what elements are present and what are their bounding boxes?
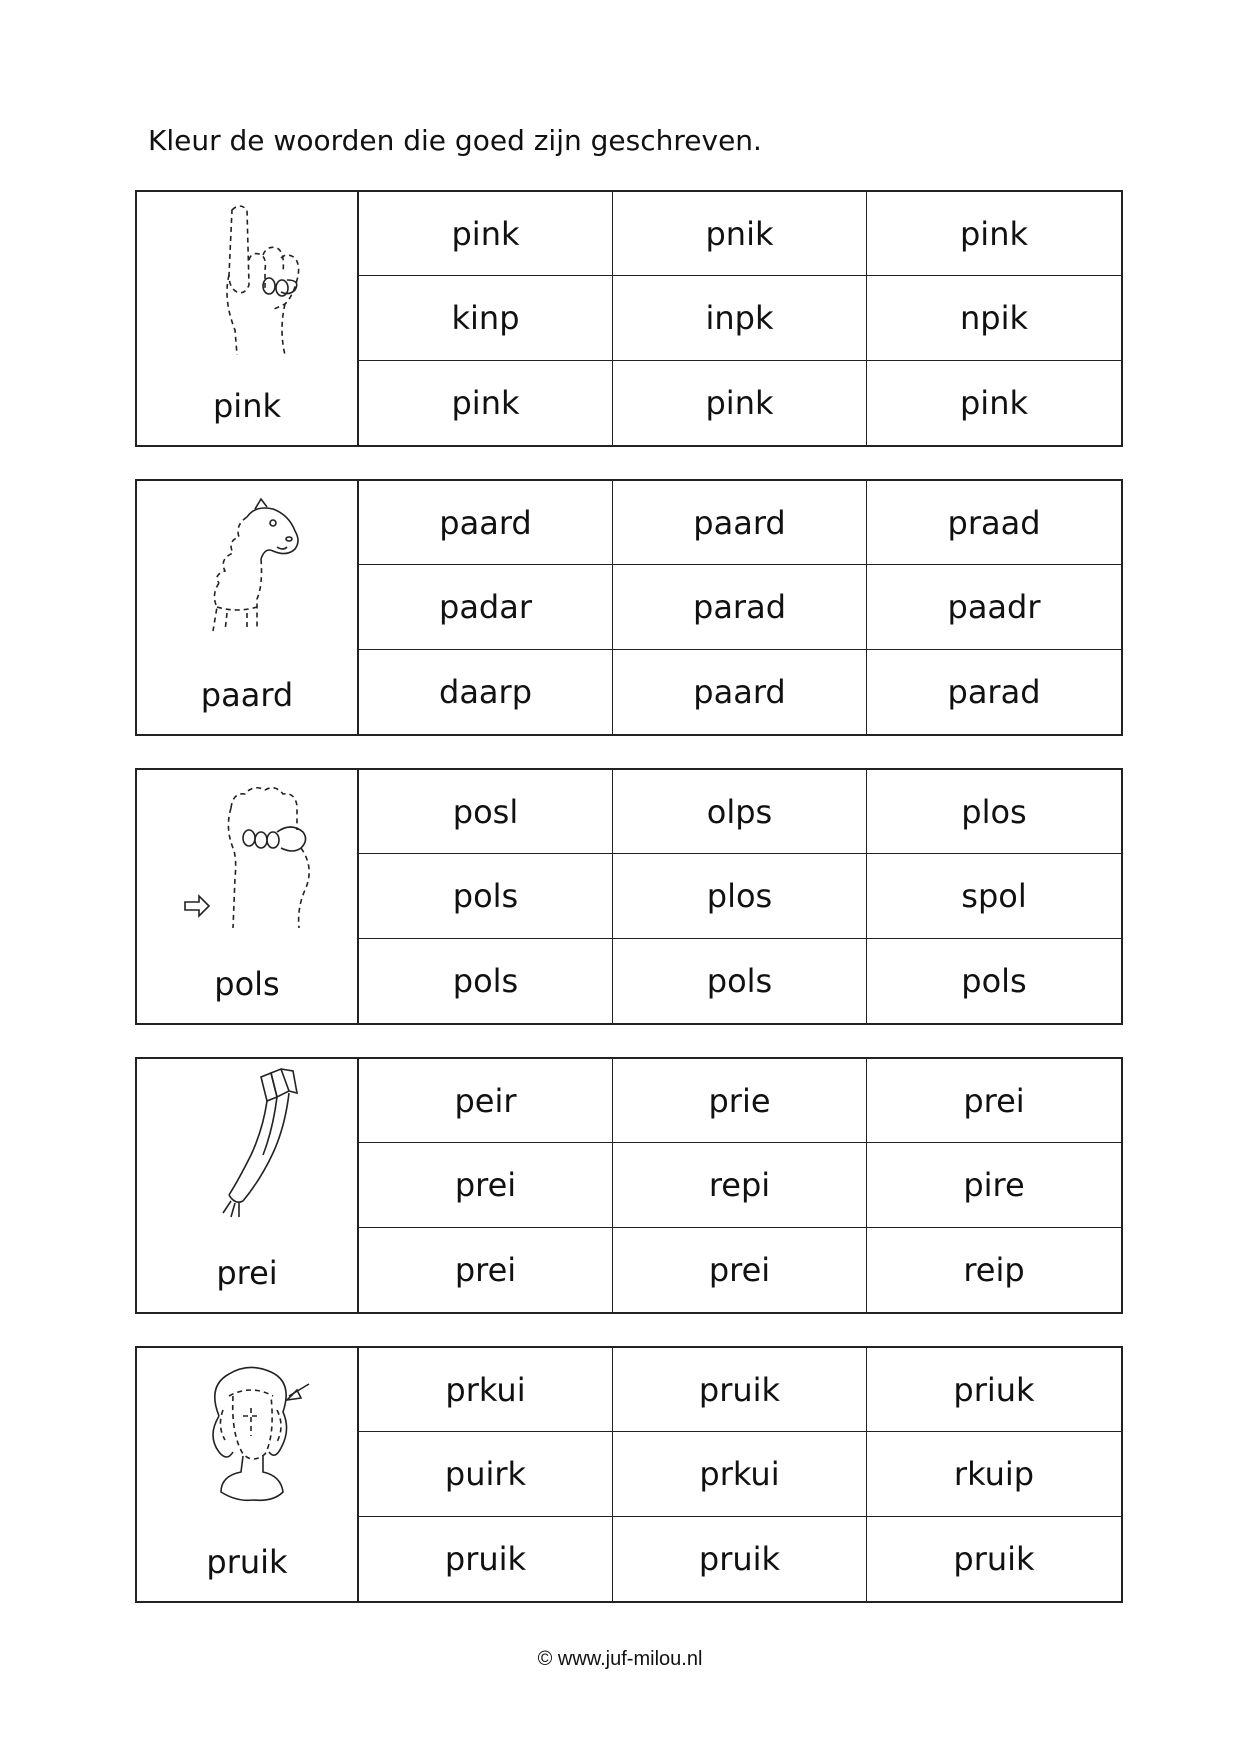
word-option[interactable]: pire — [867, 1143, 1121, 1227]
word-option[interactable]: pols — [359, 854, 613, 938]
target-word: pruik — [206, 1543, 288, 1581]
word-option[interactable]: priuk — [867, 1348, 1121, 1432]
word-option[interactable]: pols — [359, 939, 613, 1023]
word-option[interactable]: puirk — [359, 1432, 613, 1516]
target-word: pols — [214, 965, 280, 1003]
wig-head-icon — [177, 1356, 317, 1511]
word-option[interactable]: paard — [613, 481, 867, 565]
exercise-block-paard — [135, 479, 1123, 736]
word-option[interactable]: paadr — [867, 565, 1121, 649]
word-option[interactable]: pink — [959, 383, 1028, 422]
word-option[interactable]: plos — [867, 770, 1121, 854]
word-option[interactable]: rkuip — [867, 1432, 1121, 1516]
exercise-block-pols — [135, 768, 1123, 1025]
exercise-block-pruik — [135, 1346, 1123, 1603]
target-word: prei — [216, 1254, 278, 1292]
word-option[interactable]: prei — [613, 1228, 867, 1312]
word-option[interactable]: prei — [359, 1143, 613, 1227]
word-option[interactable]: pruik — [613, 1348, 867, 1432]
word-option[interactable]: prie — [613, 1059, 867, 1143]
word-options-grid — [359, 770, 1121, 1023]
word-option[interactable]: parad — [947, 672, 1041, 711]
word-option[interactable]: plos — [613, 854, 867, 938]
target-word: pink — [212, 387, 281, 425]
leek-icon — [177, 1067, 317, 1222]
word-option[interactable]: padar — [359, 565, 613, 649]
word-option[interactable]: pruik — [613, 1517, 867, 1601]
pinky-finger-hand-icon — [177, 200, 317, 355]
word-option[interactable]: paard — [359, 481, 613, 565]
picture-cell — [137, 481, 359, 734]
word-option[interactable]: pnik — [613, 192, 867, 276]
picture-cell — [137, 192, 359, 445]
word-option[interactable]: repi — [613, 1143, 867, 1227]
word-options-grid — [359, 1348, 1121, 1601]
word-option[interactable]: prkui — [359, 1348, 613, 1432]
horse-icon — [177, 489, 317, 644]
word-option[interactable]: pruik — [953, 1539, 1035, 1578]
word-option[interactable]: peir — [359, 1059, 613, 1143]
word-option[interactable]: reip — [963, 1250, 1025, 1289]
word-option[interactable]: spol — [867, 854, 1121, 938]
word-option[interactable]: paard — [613, 650, 867, 734]
word-option[interactable]: pruik — [359, 1517, 613, 1601]
word-option[interactable]: parad — [613, 565, 867, 649]
word-option[interactable]: pols — [613, 939, 867, 1023]
wrist-fist-icon — [177, 778, 317, 933]
word-option[interactable]: pink — [359, 361, 613, 445]
word-option[interactable]: pink — [867, 192, 1121, 276]
target-word: paard — [200, 676, 294, 714]
picture-cell — [137, 1348, 359, 1601]
word-option[interactable]: praad — [867, 481, 1121, 565]
word-option[interactable]: prei — [359, 1228, 613, 1312]
word-option[interactable]: prei — [867, 1059, 1121, 1143]
copyright-footer: © www.juf-milou.nl — [537, 1648, 703, 1670]
word-option[interactable]: kinp — [359, 276, 613, 360]
word-option[interactable]: pink — [613, 361, 867, 445]
word-option[interactable]: pink — [359, 192, 613, 276]
word-options-grid — [359, 192, 1121, 445]
picture-cell — [137, 770, 359, 1023]
exercise-block-prei — [135, 1057, 1123, 1314]
word-option[interactable]: inpk — [613, 276, 867, 360]
instruction-text: Kleur de woorden die goed zijn geschreven. — [148, 124, 762, 157]
word-options-grid — [359, 1059, 1121, 1312]
word-option[interactable]: prkui — [613, 1432, 867, 1516]
picture-cell — [137, 1059, 359, 1312]
word-option[interactable]: posl — [359, 770, 613, 854]
word-option[interactable]: npik — [867, 276, 1121, 360]
word-option[interactable]: pols — [961, 961, 1027, 1000]
word-option[interactable]: daarp — [359, 650, 613, 734]
word-option[interactable]: olps — [613, 770, 867, 854]
exercise-block-pink — [135, 190, 1123, 447]
word-options-grid — [359, 481, 1121, 734]
